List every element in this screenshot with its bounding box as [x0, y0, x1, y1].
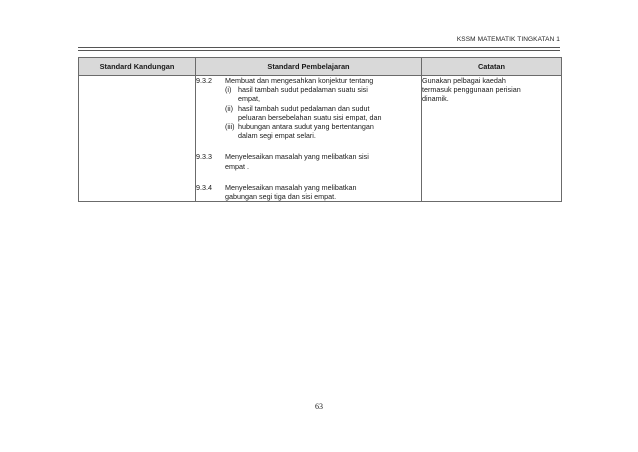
table-row — [79, 76, 562, 202]
item-line: empat . — [225, 161, 249, 171]
catatan-cell — [422, 76, 562, 202]
item-line: Menyelesaikan masalah yang melibatkan sisi — [225, 152, 369, 162]
header-standard-kandungan: Standard Kandungan — [79, 58, 196, 76]
learning-standard-9-3-3 — [196, 152, 421, 170]
sub-item-line: empat, — [238, 94, 260, 104]
item-line: Menyelesaikan masalah yang melibatkan — [225, 182, 357, 192]
learning-standard-9-3-2 — [196, 76, 421, 140]
document-header-title: KSSM MATEMATIK TINGKATAN 1 — [456, 36, 560, 43]
standard-kandungan-cell — [79, 76, 196, 202]
table-header-row — [79, 58, 562, 76]
item-code: 9.3.4 — [196, 182, 212, 192]
sub-item — [225, 122, 421, 140]
item-code: 9.3.3 — [196, 152, 212, 162]
sub-item — [225, 85, 421, 103]
item-text: Membuat dan mengesahkan konjektur tentang — [225, 76, 374, 85]
page-number: 63 — [315, 402, 323, 411]
catatan-line: termasuk penggunaan perisian — [422, 85, 521, 95]
catatan-line: dinamik. — [422, 94, 449, 104]
header-standard-pembelajaran: Standard Pembelajaran — [196, 58, 422, 76]
sub-item-line: peluaran bersebelahan suatu sisi empat, dan — [238, 112, 382, 122]
sub-item-line: hasil tambah sudut pedalaman suatu sisi — [238, 85, 368, 95]
sub-item-line: hasil tambah sudut pedalaman dan sudut — [238, 103, 370, 113]
sub-item — [225, 104, 421, 122]
item-code: 9.3.2 — [196, 76, 212, 85]
header-catatan: Catatan — [422, 58, 562, 76]
sub-item-line: dalam segi empat selari. — [238, 131, 316, 141]
catatan-line: Gunakan pelbagai kaedah — [422, 76, 506, 85]
item-line: gabungan segi tiga dan sisi empat. — [225, 192, 337, 202]
header-rule-thin — [78, 50, 560, 51]
learning-standard-9-3-4 — [196, 183, 421, 201]
header-rule-thick — [78, 47, 560, 48]
sub-item-number: (i) — [225, 85, 232, 95]
standard-pembelajaran-cell — [196, 76, 422, 202]
sub-item-number: (ii) — [225, 103, 233, 113]
sub-item-number: (iii) — [225, 122, 235, 132]
sub-item-line: hubungan antara sudut yang bertentangan — [238, 122, 374, 132]
curriculum-standards-table — [78, 57, 562, 202]
